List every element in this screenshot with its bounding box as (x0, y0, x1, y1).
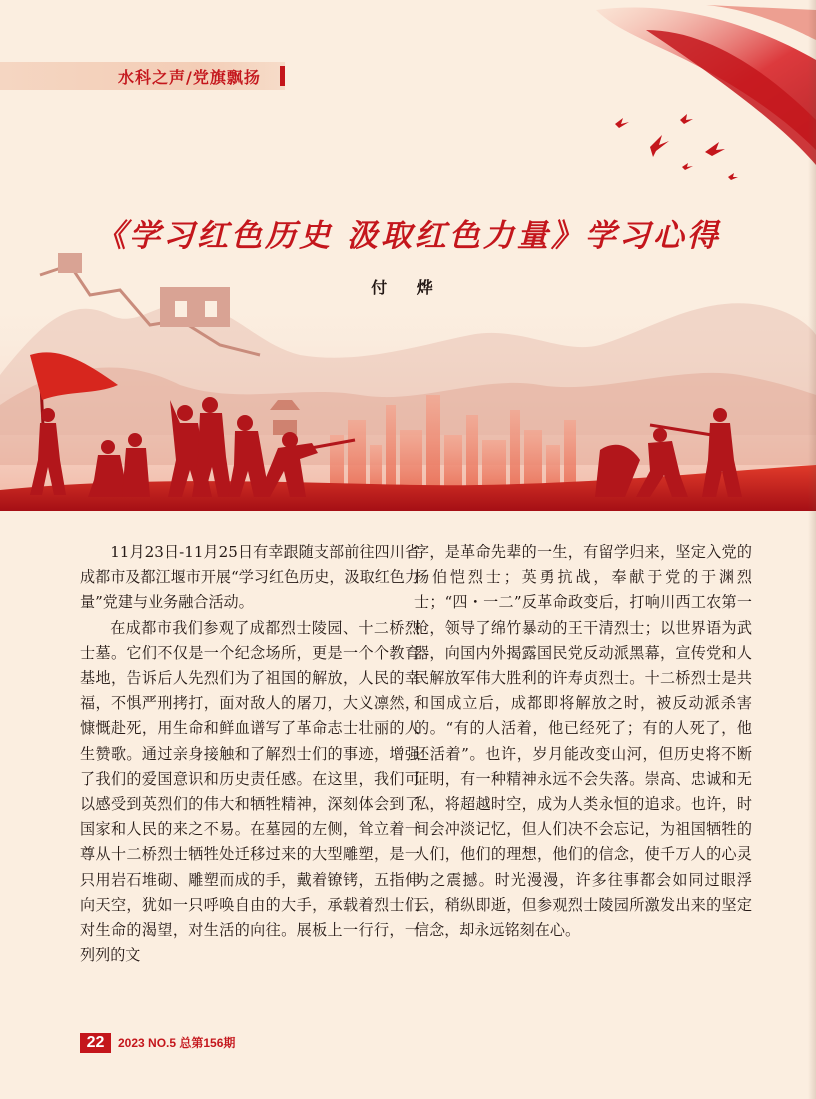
column-label: 水科之声/党旗飘扬 (118, 68, 261, 87)
page-edge-shadow (808, 0, 816, 1099)
article-title: 《学习红色历史 汲取红色力量》学习心得 (95, 218, 721, 254)
column-marker (280, 66, 285, 86)
flying-birds-icon (610, 112, 750, 187)
paragraph: 在成都市我们参观了成都烈士陵园、十二桥烈士墓。它们不仅是一个纪念场所，更是一个个教育基地，告诉后人先烈们为了祖国的解放，人民的幸福，不惧严刑拷打，面对敌人的屠刀，大义凛然，慷慨赴死，用生命和鲜血谱写了革命志士壮丽的人生赞歌。通过亲身接触和了解烈士们的事迹，增强了我们的爱国意识和历史责任感。在这里，我们可以感受到英烈们的伟大和牺牲精神，深刻体会到了国家和人民的来之不易。在墓园的左侧，耸立着一尊从十二桥烈士牺牲处迁移过来的大型雕塑，是一只用岩石堆砌、雕塑而成的手，戴着镣铐，五指伸向天空，犹如一只呼唤自由的大手，承载着烈士们对生命的渴望，对生活的向往。展板上一行行，一列列的文 (80, 618, 420, 965)
issue-info: 2023 NO.5 总第156期 (118, 1036, 236, 1050)
article-author: 付 烨 (371, 278, 445, 297)
page-number: 22 (80, 1033, 111, 1053)
article-body-left-column (80, 540, 420, 968)
paragraph: 11月23日-11月25日有幸跟随支部前往四川省成都市及都江堰市开展“学习红色历史，汲取红色力量”党建与业务融合活动。 (80, 543, 420, 612)
article-body-right-column (414, 540, 752, 943)
paragraph: 字，是革命先辈的一生，有留学归来，坚定入党的杨伯恺烈士；英勇抗战，奉献于党的于渊烈士；“四・一二”反革命政变后，打响川西工农第一枪，领导了绵竹暴动的王干清烈士；以世界语为武器，向国内外揭露国民党反动派黑幕，宣传党和人民解放军伟大胜利的许寿贞烈士。十二桥烈士是共和国成立后，成都即将解放之时，被反动派杀害的。“有的人活着，他已经死了；有的人死了，他还活着”。也许，岁月能改变山河，但历史将不断证明，有一种精神永远不会失落。崇高、忠诚和无私，将超越时空，成为人类永恒的追求。也许，时间会冲淡记忆，但人们决不会忘记，为祖国牺牲的人们，他们的理想，他们的信念，使千万人的心灵为之震撼。时光漫漫，许多往事都会如同过眼浮云，稍纵即逝，但参观烈士陵园所激发出来的坚定信念，却永远铭刻在心。 (414, 543, 752, 940)
